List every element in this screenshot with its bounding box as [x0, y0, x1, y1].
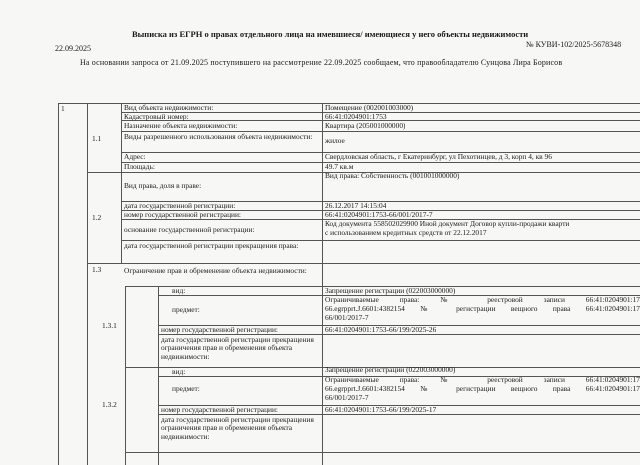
purpose-label: Назначение объекта недвижимости: [124, 122, 238, 130]
table-rule [121, 162, 640, 163]
restriction-number-label: номер государственной регистрации: [161, 326, 278, 334]
section-number: 1.2 [92, 214, 102, 222]
right-kind-label: Вид права, доля в праве: [124, 182, 202, 190]
document-title: Выписка из ЕГРН о правах отдельного лица на имевшиеся/ имеющиеся у него объекты недвижимости [132, 29, 529, 39]
right-kind-value: Вид права: Собственность (001001000000) [325, 172, 460, 180]
permitted-use-value: жилое [325, 137, 345, 145]
cadastral-number-label: Кадастровый номер: [124, 113, 189, 121]
row-number: 1 [61, 105, 65, 113]
registration-number-value: 66:41:0204901:1753-66/001/2017-7 [325, 211, 433, 219]
termination-date-label: дата государственной регистрации прекращения права: [124, 242, 299, 250]
restriction-kind-value: Запрещение регистрации (022003000000) [325, 287, 456, 295]
restriction-subject-line: Ограничиваемые права: № реестровой записи 66:41:0204901:17 [325, 376, 640, 384]
table-rule [322, 103, 323, 465]
restriction-kind-label: вид: [172, 368, 186, 376]
document-number: № КУВИ-102/2025-5678348 [526, 40, 622, 49]
restriction-subject-line: 66/001/2017-7 [325, 314, 369, 322]
restriction-subject-label: предмет: [172, 306, 200, 314]
restrictions-heading: Ограничение прав и обременение объекта недвижимости: [124, 267, 307, 275]
registration-basis-value: Код документа 558502029900 Иной документ Договор купли-продажи кварти [325, 220, 570, 228]
table-rule [121, 103, 122, 263]
object-type-label: Вид объекта недвижимости: [124, 104, 214, 112]
restriction-number-value: 66:41:0204901:1753-66/199/2025-17 [325, 406, 437, 414]
restriction-subject-line: 66.egrpprt.J.6601:4382154 № регистрации вещного права 66:41:0204901:17 [325, 305, 640, 313]
table-rule [125, 286, 126, 465]
restriction-subject-line: 66/001/2017-7 [325, 394, 369, 402]
area-value: 49.7 кв.м [325, 163, 354, 171]
table-rule [121, 240, 640, 241]
address-label: Адрес: [124, 153, 146, 161]
document-date: 22.09.2025 [55, 44, 91, 53]
cadastral-number-value: 66:41:0204901:1753 [325, 113, 387, 121]
restriction-number-value: 66:41:0204901:1753-66/199/2025-26 [325, 326, 437, 334]
table-rule [58, 103, 59, 465]
registration-date-value: 26.12.2017 14:15:04 [325, 202, 387, 210]
restriction-subject-line: 66.egrpprt.J.6601:4382154 № регистрации вещного права 66:41:0204901:17 [325, 385, 640, 393]
restriction-kind-value: Запрещение регистрации (022003000000) [325, 366, 456, 374]
section-number: 1.1 [92, 135, 102, 143]
restriction-termination-label: дата государственной регистрации прекращения ограничения прав и обременения объекта недвижимости: [161, 336, 314, 361]
registration-number-label: номер государственной регистрации: [124, 211, 241, 219]
table-rule [125, 452, 640, 453]
restriction-subject-line: Ограничиваемые права: № реестровой записи 66:41:0204901:17 [325, 296, 640, 304]
section-number: 1.3.1 [102, 322, 117, 330]
intro-paragraph: На основании запроса от 21.09.2025 поступившего на рассмотрение 22.09.2025 сообщаем, что правообладателю Сунцова Лира Борисов [80, 58, 563, 67]
registration-basis-label: основание государственной регистрации: [124, 226, 255, 234]
address-value: Свердловская область, г Екатеринбург, ул Пехотинцев, д 3, корп 4, кв 96 [325, 153, 552, 161]
registration-date-label: дата государственной регистрации: [124, 202, 236, 210]
restriction-subject-label: предмет: [172, 385, 200, 393]
restriction-termination-label: дата государственной регистрации прекращения ограничения прав и обременения объекта недвижимости: [161, 416, 314, 441]
table-rule [121, 131, 640, 132]
restriction-kind-label: вид: [172, 287, 186, 295]
table-rule [87, 263, 640, 264]
permitted-use-label: Виды разрешенного использования объекта недвижимости: [124, 133, 313, 141]
section-number: 1.3.2 [102, 401, 117, 409]
purpose-value: Квартира (205001000000) [325, 122, 406, 130]
object-type-value: Помещение (002001003000) [325, 104, 414, 112]
section-number: 1.3 [92, 266, 102, 274]
area-label: Площадь: [124, 163, 155, 171]
registration-basis-value: с использованием кредитных средств от 22.12.2017 [325, 229, 487, 237]
restriction-number-label: номер государственной регистрации: [161, 406, 278, 414]
table-rule [87, 103, 88, 465]
